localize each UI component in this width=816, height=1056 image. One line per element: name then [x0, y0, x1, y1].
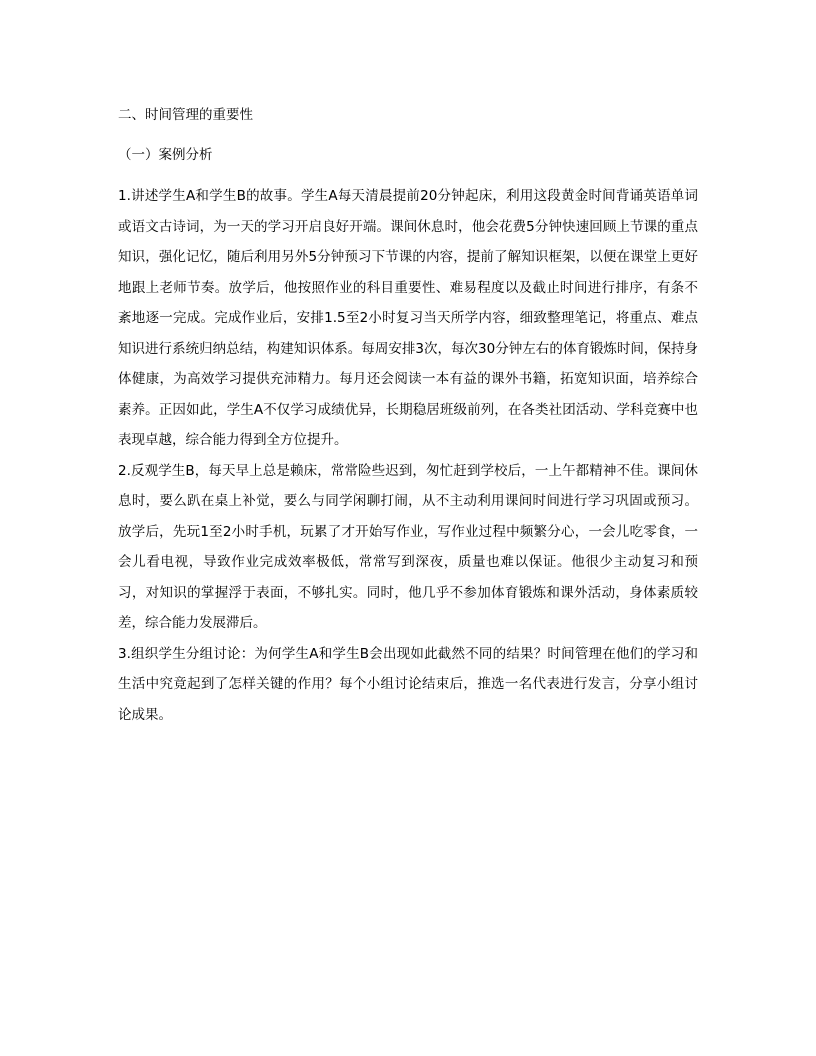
paragraph-case-student-b: 2.反观学生B，每天早上总是赖床，常常险些迟到，匆忙赶到学校后，一上午都精神不佳。课间休息时，要么趴在桌上补觉，要么与同学闲聊打闹，从不主动利用课间时间进行学习巩固或预习。放学后，先玩1至2小时手机，玩累了才开始写作业，写作业过程中频繁分心，一会儿吃零食，一会儿看电视，导致作业完成效率极低，常常写到深夜，质量也难以保证。他很少主动复习和预习，对知识的掌握浮于表面，不够扎实。同时，他几乎不参加体育锻炼和课外活动，身体素质较差，综合能力发展滞后。: [118, 462, 698, 631]
section-title: 二、时间管理的重要性: [118, 107, 253, 123]
document-body: [118, 105, 698, 730]
paragraph-case-student-a: 1.讲述学生A和学生B的故事。学生A每天清晨提前20分钟起床，利用这段黄金时间背诵英语单词或语文古诗词，为一天的学习开启良好开端。课间休息时，他会花费5分钟快速回顾上节课的重点知识，强化记忆，随后利用另外5分钟预习下节课的内容，提前了解知识框架，以便在课堂上更好地跟上老师节奏。放学后，他按照作业的科目重要性、难易程度以及截止时间进行排序，有条不紊地逐一完成。完成作业后，安排1.5至2小时复习当天所学内容，细致整理笔记，将重点、难点知识进行系统归纳总结，构建知识体系。每周安排3次，每次30分钟左右的体育锻炼时间，保持身体健康，为高效学习提供充沛精力。每月还会阅读一本有益的课外书籍，拓宽知识面，培养综合素养。正因如此，学生A不仅学习成绩优异，长期稳居班级前列，在各类社团活动、学科竞赛中也表现卓越，综合能力得到全方位提升。: [118, 188, 698, 448]
paragraph-group-discussion: 3.组织学生分组讨论：为何学生A和学生B会出现如此截然不同的结果？时间管理在他们的学习和生活中究竟起到了怎样关键的作用？每个小组讨论结束后，推选一名代表进行发言，分享小组讨论成果。: [118, 645, 698, 723]
subsection-title: （一）案例分析: [118, 147, 213, 163]
